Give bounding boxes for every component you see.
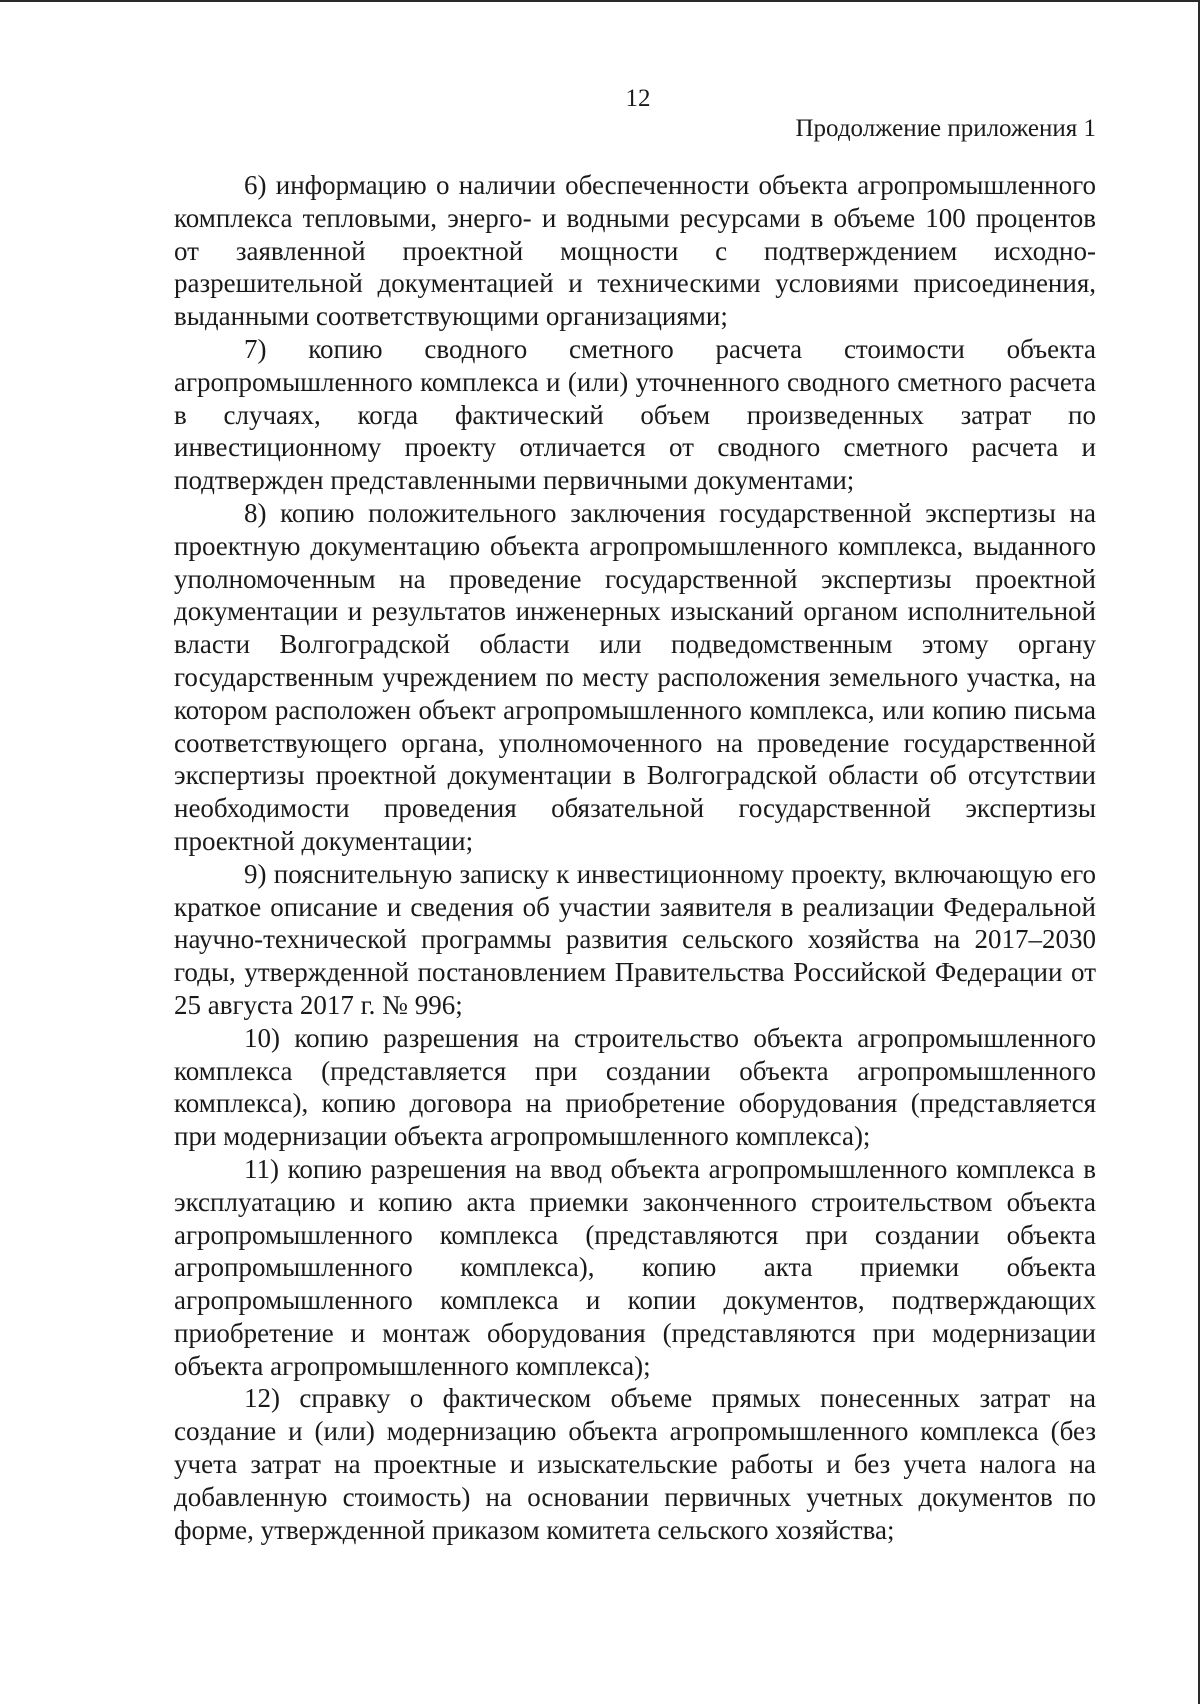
list-item-8: 8) копию положительного заключения государственной экспертизы на проектную документацию объекта агропромышленного комплекса, выданного уполномоченным на проведение государственной экспертизы проектной документации и результатов инженерных изысканий органом исполнительной власти Волгоградской области или подведомственным этому органу государственным учреждением по месту расположения земельного участка, на котором расположен объект агропромышленного комплекса, или копию письма соответствующего органа, уполномоченного на проведение государственной экспертизы проектной документации в Волгоградской области об отсутствии необходимости проведения обязательной государственной экспертизы проектной документации; [174, 497, 1096, 856]
appendix-continuation-label: Продолжение приложения 1 [795, 115, 1096, 142]
scan-edge-top [0, 0, 1200, 2]
list-item-7: 7) копию сводного сметного расчета стоимости объекта агропромышленного комплекса и (или) уточненного сводного сметного расчета в случаях, когда фактический объем произведенных затрат по инвестиционному проекту отличается от сводного сметного расчета и подтвержден представленными первичными документами; [174, 333, 1096, 496]
list-item-11: 11) копию разрешения на ввод объекта агропромышленного комплекса в эксплуатацию и копию акта приемки законченного строительством объекта агропромышленного комплекса (представляются при создании объекта агропромышленного комплекса), копию акта приемки объекта агропромышленного комплекса и копии документов, подтверждающих приобретение и монтаж оборудования (представляются при модернизации объекта агропромышленного комплекса); [174, 1153, 1096, 1381]
list-item-9: 9) пояснительную записку к инвестиционному проекту, включающую его краткое описание и сведения об участии заявителя в реализации Федеральной научно-технической программы развития сельского хозяйства на 2017–2030 годы, утвержденной постановлением Правительства Российской Федерации от 25 августа 2017 г. № 996; [174, 858, 1096, 1020]
list-item-6: 6) информацию о наличии обеспеченности объекта агропромышленного комплекса тепловыми, энерго- и водными ресурсами в объеме 100 процентов от заявленной проектной мощности с подтверждением исходно-разрешительной документацией и техническими условиями присоединения, выданными соответствующими организациями; [174, 170, 1096, 332]
list-item-10: 10) копию разрешения на строительство объекта агропромышленного комплекса (представляется при создании объекта агропромышленного комплекса), копию договора на приобретение оборудования (представляется при модернизации объекта агропромышленного комплекса); [174, 1022, 1096, 1152]
list-item-12: 12) справку о фактическом объеме прямых понесенных затрат на создание и (или) модернизацию объекта агропромышленного комплекса (без учета затрат на проектные и изыскательские работы и без учета налога на добавленную стоимость) на основании первичных учетных документов по форме, утвержденной приказом комитета сельского хозяйства; [174, 1383, 1096, 1545]
document-body [174, 169, 1096, 1546]
page-number: 12 [625, 85, 651, 112]
